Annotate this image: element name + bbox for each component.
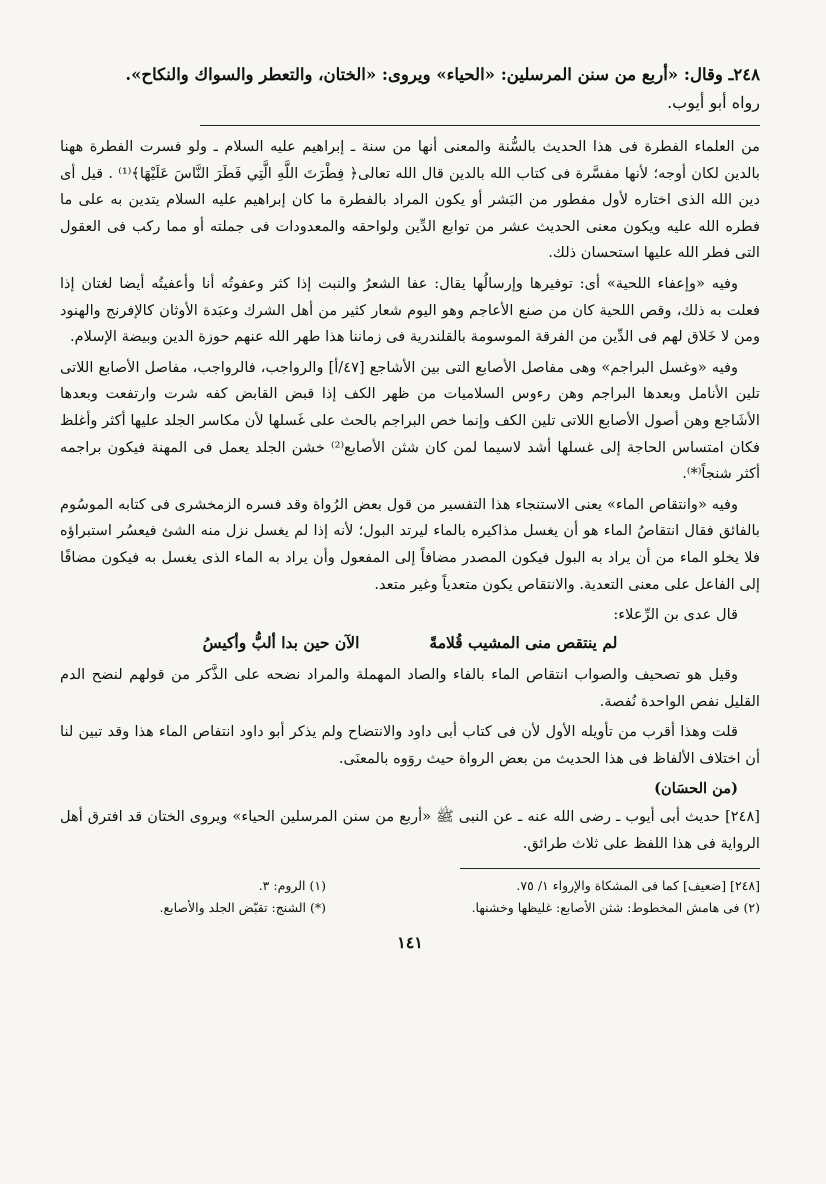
poem-hemistich-first: لم ينتقص منى المشيب قُلامةً	[429, 633, 618, 653]
poem-intro: قال عدى بن الرِّعلاء:	[613, 606, 738, 624]
footnote-row	[60, 897, 760, 919]
section-divider	[200, 125, 760, 126]
footnote-divider	[460, 868, 760, 869]
footnote-row	[60, 875, 760, 897]
footnote-248: [٢٤٨] [ضعيف] كما فى المشكاة والإرواء ١/ ٧٥.	[516, 877, 760, 893]
commentary-paragraph: [٢٤٨] حديث أبى أيوب ـ رضى الله عنه ـ عن النبى ﷺ «أربع من سنن المرسلين الحياء» ويروى الختان قد افترق أهل الرواية فى هذا اللفظ على ثلاث طرائق.	[60, 808, 760, 853]
poem-verse	[60, 628, 760, 658]
footnotes	[60, 875, 760, 919]
hadith-narrator: رواه أبو أيوب.	[667, 93, 760, 112]
commentary-paragraph: وفيه «وانتقاص الماء» يعنى الاستنجاء هذا التفسير من قول بعض الرُواة وقد فسره الزمخشرى فى كتابه الموسُوم بالفائق فقال انتقاصُ الماء هو أن يغسل مذاكيره بالماء ليرتد البول؛ لأنه إذا لم يغسل نزل منه الشئ فيعسُر استبراؤه فلا يخلو الماء من أن يراد به البول فيكون المصدر مضافاً إلى المفعول وأن يراد به الماء الذى يغسل به فيكون مضافًا إلى الفاعل على معنى التعدية. والانتقاص يكون متعدياً وغير متعد.	[60, 495, 760, 593]
commentary-paragraph: وفيه «وغسل البراجم» وهى مفاصل الأصابع التى بين الأشاجع [٤٧/أ] والرواجب، فالرواجب، مفاصل الأصابع اللاتى تلين الأنامل وبعدها البراجم وهن رءوس السلاميات من ظهر الكف إذا قبض القابض كفه شرت وارتفعت وبعدها الأشَاجع وهن أصول الأصابع اللاتى تلين الكف وإنما خص البراجم بالحث على غَسلها لأن مكاسر الجلد عليها أكثر وأغلظ فكان امتساس الحاجة إلى غسلها أشد لاسيما لمن كان شثن الأصابع⁽²⁾ خشن الجلد يعمل فى المهنة فيكون براجمه أكثر شنجاً⁽*⁾.	[60, 358, 760, 483]
footnote-2: (٢) فى هامش المخطوط: شثن الأصابع: غليظها وخشنها.	[471, 899, 760, 915]
hadith-text: ٢٤٨ـ وقال: «أربع من سنن المرسلين: «الحياء» ويروى: «الختان، والتعطر والسواك والنكاح».	[125, 65, 760, 84]
commentary-paragraph: قلت وهذا أقرب من تأويله الأول لأن فى كتاب أبى داود والانتضاح ولم يذكر أبو داود انتفاص الماء هذا وقد تبين لنا أن اختلاف الألفاظ فى هذا الحديث من بعض الرواة حيث روَوه بالمعنَى.	[60, 723, 760, 767]
page-content	[60, 60, 760, 952]
footnote-star: (*) الشنج: تقبّض الجلد والأصابع.	[159, 899, 326, 915]
commentary-paragraph: وفيه «وإعفاء اللحية» أى: توفيرها وإرسالُها يقال: عفا الشعرُ والنبت إذا كثر وعفوتُه أنا وأعفيتُه أيضا لغتان إذا فعلت به ذلك، وقص اللحية كان من صنع الأعاجم وهو اليوم شعار كثير من أهل الشرك وعبَدة الأوثان كالإفرنج والهنود ومن لا خَلاق لهم فى الدِّين من الفرقة الموسومة بالقلندرية فى زماننا هذا طهر الله عنهم حوزة الدين وبيضة الإسلام.	[60, 274, 760, 346]
commentary-paragraph: من العلماء الفطرة فى هذا الحديث بالسُّنة والمعنى أنها من سنة ـ إبراهيم عليه السلام ـ ولو فسرت الفطرة ههنا بالدين لكان أوجه؛ لأنها مفسَّرة فى كتاب الله بالدين قال الله تعالى﴿ فِطْرَتَ اللَّهِ الَّتِي فَطَرَ النَّاسَ عَلَيْهَا﴾⁽¹⁾ . قيل أى دين الله الذى اختاره لأول مفطور من البَشر أو يكون المراد بالفطرة ما كان إبراهيم عليه السلام يتدين به على ما فطره الله عليه ويكون معنى الحديث عشر من توابع الدِّين ولواحقه والمعدودات فى جملته أو مما ركب فى العقول التى فطر الله عليها استحسان ذلك.	[60, 138, 760, 262]
section-source-tag: (من الحسَان)	[654, 780, 738, 798]
poem-hemistich-second: الآن حين بدا ألبُّ وأكيسُ	[202, 633, 360, 653]
footnote-1: (١) الروم: ٣.	[258, 877, 326, 893]
commentary-paragraph: وقيل هو تصحيف والصواب انتقاص الماء بالفاء والصاد المهملة والمراد نضحه على الذَّكر من قولهم لنضح الدم القليل نفص الواحدة نُفصة.	[60, 666, 760, 710]
page-number: ١٤١	[397, 932, 423, 952]
